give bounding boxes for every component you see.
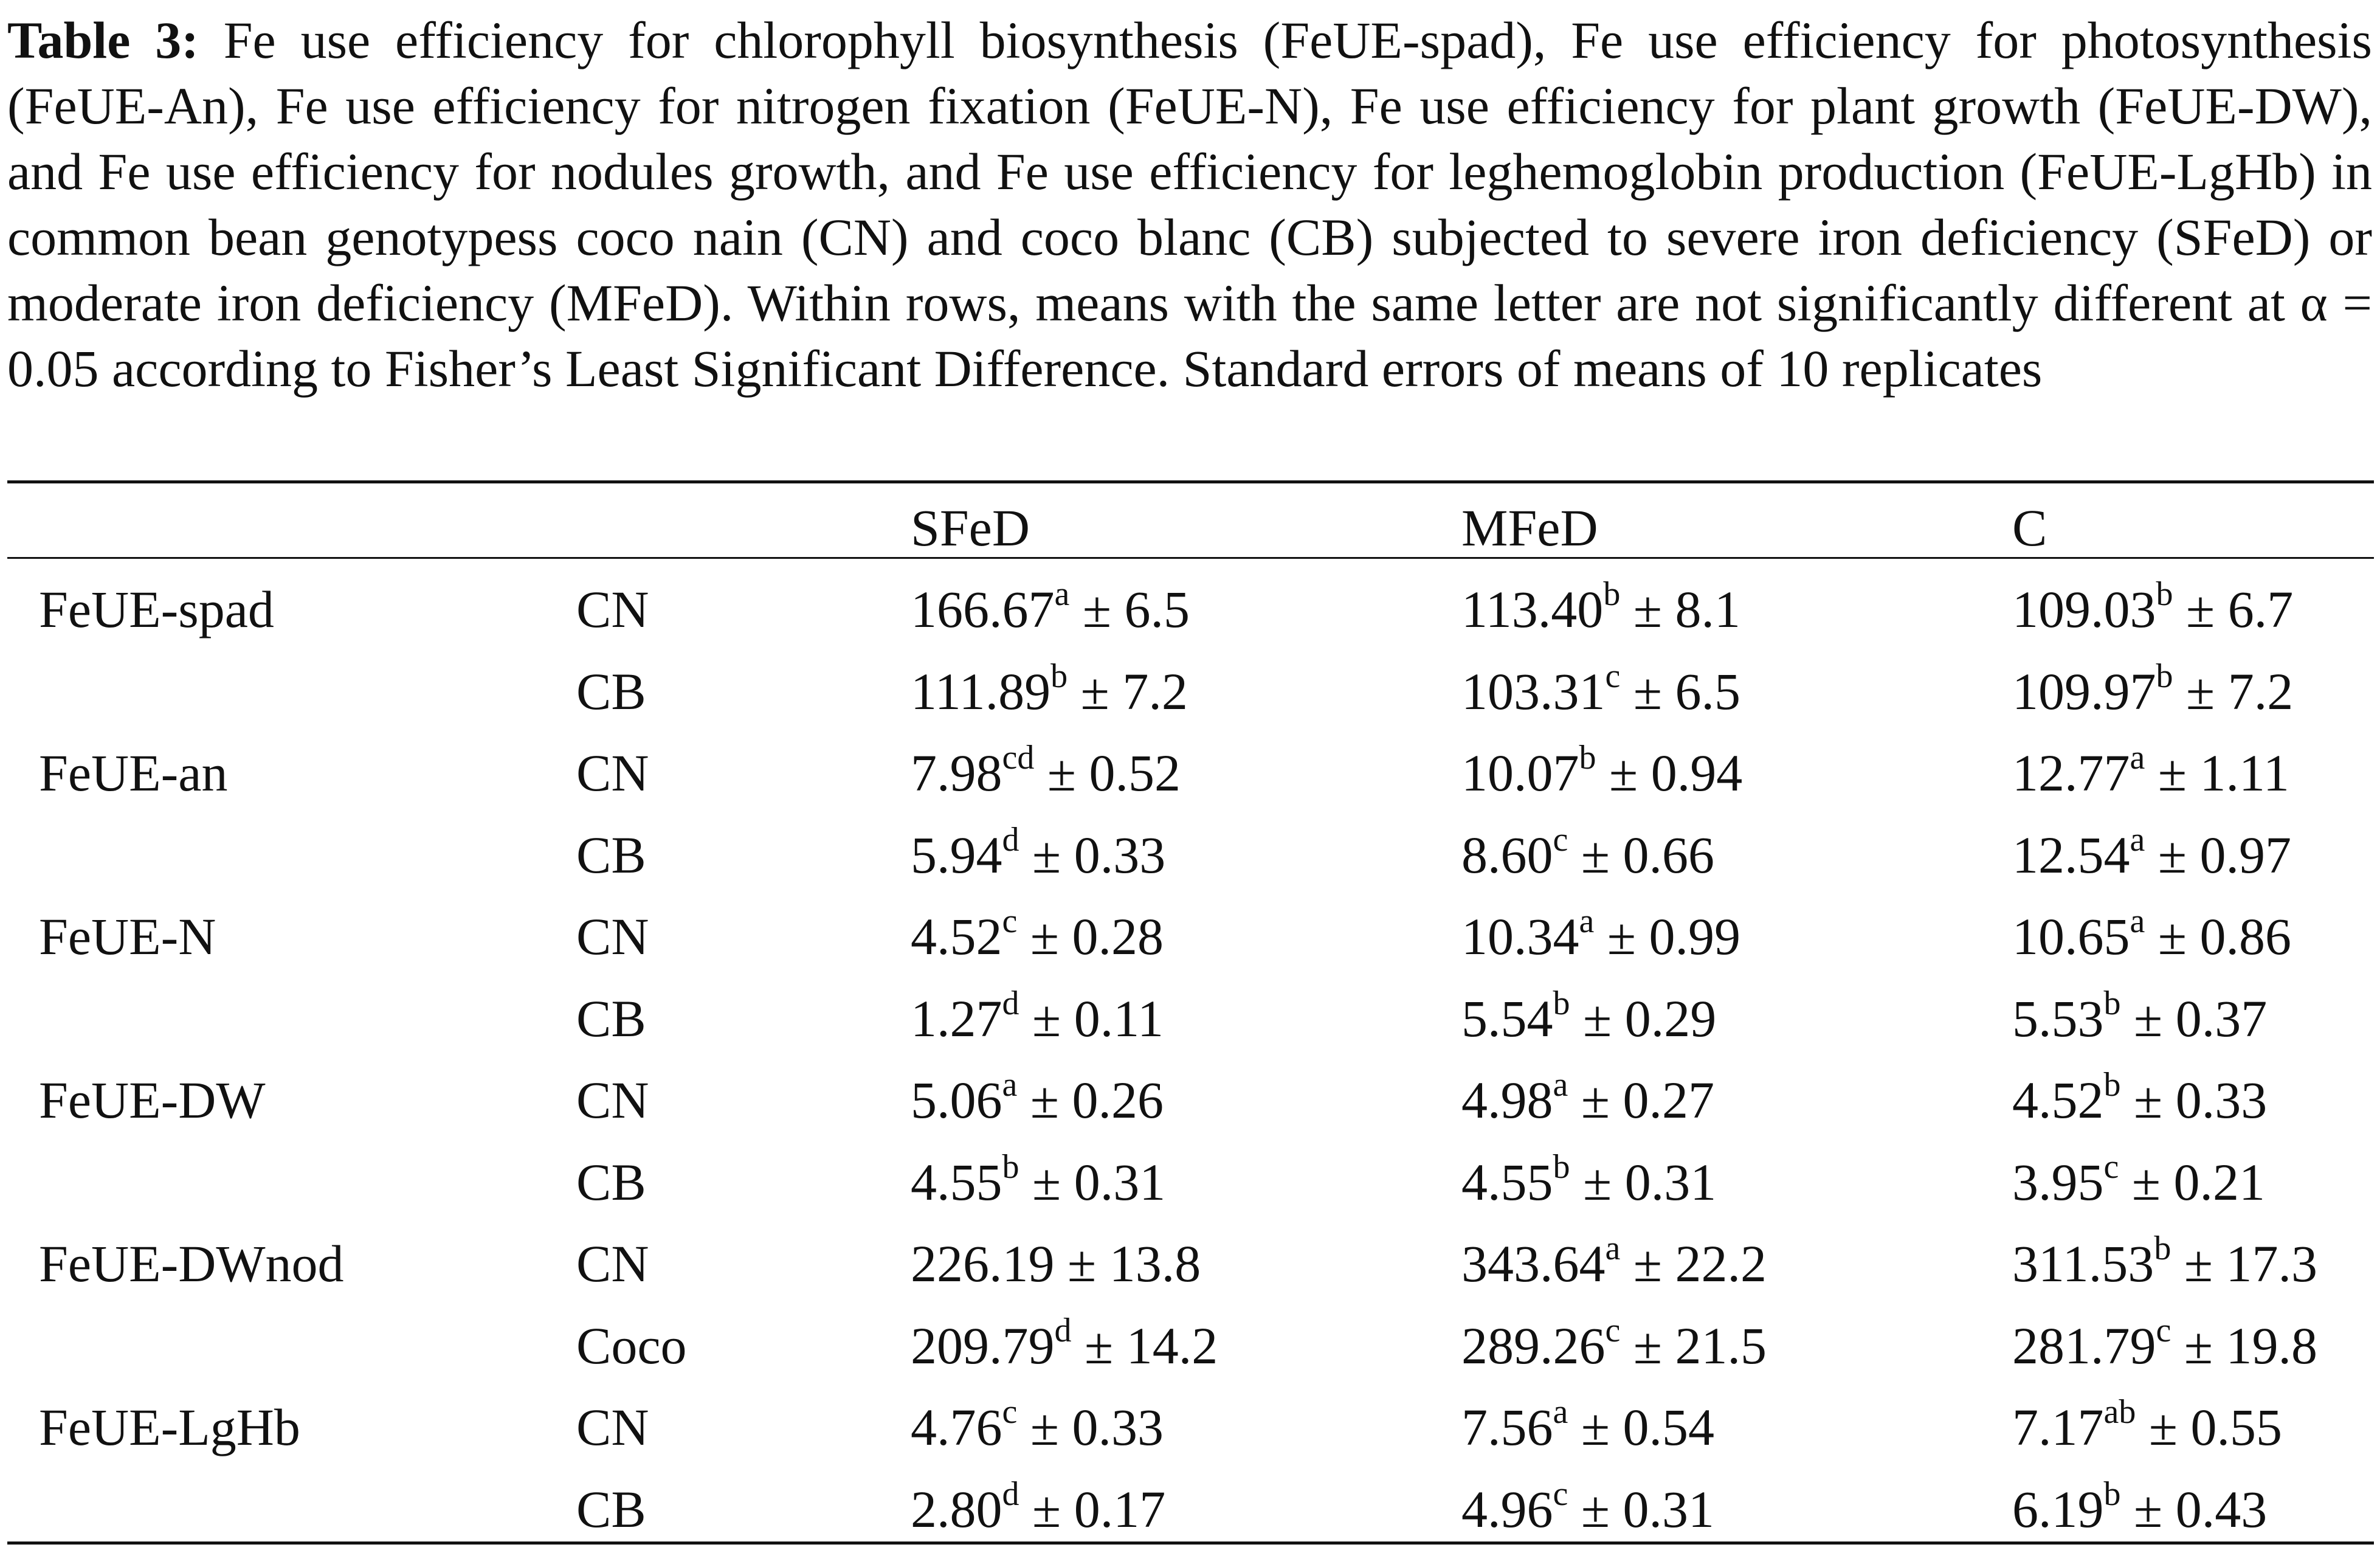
genotype-label: CN (576, 580, 649, 638)
table-cell (2012, 575, 2294, 640)
table-cell (1461, 1148, 1717, 1213)
cell-standard-error: ± 0.29 (1570, 989, 1717, 1048)
genotype-label: CB (576, 989, 646, 1048)
significance-letter: a (2130, 902, 2145, 941)
cell-mean: 4.55 (911, 1153, 1002, 1211)
cell-standard-error: ± 0.94 (1596, 744, 1743, 802)
cell-mean: 5.06 (911, 1071, 1002, 1129)
significance-letter: c (1002, 902, 1018, 941)
cell-standard-error: ± 0.26 (1017, 1071, 1164, 1129)
cell-mean: 5.94 (911, 826, 1002, 884)
cell-mean: 7.17 (2012, 1398, 2104, 1456)
variable-label: FeUE-DW (39, 1071, 266, 1129)
genotype-label: Coco (576, 1316, 687, 1375)
significance-letter: a (1579, 902, 1595, 941)
table-cell (1461, 575, 1741, 640)
significance-letter: cd (1002, 739, 1035, 777)
genotype-label: CN (576, 744, 649, 802)
cell-mean: 113.40 (1461, 580, 1604, 638)
cell-standard-error: ± 0.31 (1568, 1480, 1715, 1538)
cell-standard-error: ± 0.33 (1019, 826, 1166, 884)
cell-standard-error: ± 0.37 (2120, 989, 2268, 1048)
genotype-label: CN (576, 907, 649, 966)
cell-standard-error: ± 0.99 (1594, 907, 1741, 966)
cell-mean: 109.03 (2012, 580, 2156, 638)
significance-letter: a (1605, 1230, 1621, 1268)
variable-label: FeUE-LgHb (39, 1398, 300, 1456)
cell-mean: 281.79 (2012, 1316, 2156, 1375)
significance-letter: b (2103, 1475, 2121, 1514)
cell-standard-error: ± 0.21 (2119, 1153, 2266, 1211)
significance-letter: c (1605, 1312, 1621, 1350)
significance-letter: a (2130, 821, 2145, 859)
cell-mean: 311.53 (2012, 1234, 2154, 1293)
table-cell (1461, 1393, 1715, 1458)
table-cell (911, 657, 1188, 722)
table-cell (2012, 1475, 2268, 1540)
genotype-label: CB (576, 826, 646, 884)
significance-letter: b (2103, 984, 2121, 1023)
cell-standard-error: ± 6.5 (1069, 580, 1190, 638)
cell-mean: 4.55 (1461, 1153, 1553, 1211)
table-bottom-rule (7, 1541, 2374, 1545)
cell-mean: 226.19 (911, 1234, 1055, 1293)
genotype-label: CN (576, 1234, 649, 1293)
cell-mean: 111.89 (911, 662, 1051, 721)
significance-letter: b (1050, 657, 1068, 696)
table-cell (1461, 984, 1717, 1049)
cell-mean: 166.67 (911, 580, 1055, 638)
cell-mean: 1.27 (911, 989, 1002, 1048)
cell-mean: 6.19 (2012, 1480, 2104, 1538)
cell-standard-error: ± 19.8 (2171, 1316, 2318, 1375)
cell-standard-error: ± 8.1 (1620, 580, 1741, 638)
cell-mean: 4.52 (911, 907, 1002, 966)
cell-mean: 5.53 (2012, 989, 2104, 1048)
significance-letter: a (1054, 575, 1070, 614)
cell-standard-error: ± 21.5 (1620, 1316, 1767, 1375)
table-cell (911, 902, 1164, 967)
significance-letter: a (1553, 1066, 1568, 1104)
cell-standard-error: ± 22.2 (1620, 1234, 1767, 1293)
significance-letter: ab (2103, 1393, 2136, 1431)
table-cell (2012, 902, 2292, 967)
cell-standard-error: ± 0.43 (2120, 1480, 2268, 1538)
table-cell (1461, 1230, 1767, 1294)
cell-standard-error: ± 0.54 (1568, 1398, 1715, 1456)
genotype-label: CB (576, 1153, 646, 1211)
table-cell (911, 1312, 1218, 1376)
cell-standard-error: ± 0.66 (1568, 826, 1715, 884)
cell-mean: 4.52 (2012, 1071, 2104, 1129)
cell-mean: 4.98 (1461, 1071, 1553, 1129)
cell-standard-error: ± 0.27 (1568, 1071, 1715, 1129)
cell-standard-error: ± 13.8 (1054, 1234, 1201, 1293)
cell-standard-error: ± 17.3 (2171, 1234, 2318, 1293)
genotype-label: CB (576, 662, 646, 721)
cell-standard-error: ± 0.86 (2145, 907, 2292, 966)
table-cell (2012, 1066, 2268, 1130)
genotype-label: CN (576, 1398, 649, 1456)
significance-letter: c (2103, 1148, 2119, 1186)
cell-mean: 209.79 (911, 1316, 1055, 1375)
cell-standard-error: ± 1.11 (2145, 744, 2289, 802)
significance-letter: d (1002, 821, 1019, 859)
table-cell (1461, 1475, 1715, 1540)
column-header-mfed: MFeD (1461, 499, 1598, 557)
table-cell (1461, 1066, 1715, 1130)
table-cell (2012, 1393, 2283, 1458)
genotype-label: CN (576, 1071, 649, 1129)
cell-mean: 8.60 (1461, 826, 1553, 884)
cell-mean: 2.80 (911, 1480, 1002, 1538)
significance-letter: c (1553, 821, 1568, 859)
table-caption (7, 7, 2372, 401)
significance-letter: c (1002, 1393, 1018, 1431)
significance-letter: b (2156, 575, 2173, 614)
variable-label: FeUE-spad (39, 580, 274, 638)
significance-letter: a (1002, 1066, 1018, 1104)
table-cell (911, 821, 1166, 885)
significance-letter: a (2130, 739, 2145, 777)
cell-standard-error: ± 0.33 (2120, 1071, 2268, 1129)
cell-standard-error: ± 7.2 (1068, 662, 1188, 721)
cell-mean: 10.07 (1461, 744, 1579, 802)
table-cell (911, 1393, 1164, 1458)
table-cell (911, 575, 1190, 640)
table-cell (1461, 657, 1741, 722)
cell-mean: 10.65 (2012, 907, 2130, 966)
significance-letter: d (1002, 1475, 1019, 1514)
cell-standard-error: ± 0.97 (2145, 826, 2292, 884)
table-cell (911, 1475, 1166, 1540)
cell-standard-error: ± 0.31 (1019, 1153, 1166, 1211)
column-header-c: C (2012, 499, 2047, 557)
table-cell (911, 1233, 1201, 1294)
table-cell (1461, 821, 1715, 885)
significance-letter: c (2156, 1312, 2171, 1350)
significance-letter: c (1605, 657, 1621, 696)
table-cell (2012, 657, 2294, 722)
cell-mean: 109.97 (2012, 662, 2156, 721)
genotype-label: CB (576, 1480, 646, 1538)
table-cell (911, 1148, 1166, 1213)
variable-label: FeUE-DWnod (39, 1234, 344, 1293)
significance-letter: b (1553, 984, 1570, 1023)
table-cell (911, 984, 1164, 1049)
table-cell (2012, 739, 2289, 803)
cell-mean: 10.34 (1461, 907, 1579, 966)
cell-mean: 12.77 (2012, 744, 2130, 802)
significance-letter: b (2103, 1066, 2121, 1104)
table-cell (2012, 821, 2292, 885)
table-cell (911, 1066, 1164, 1130)
caption-text: Fe use efficiency for chlorophyll biosynthesis (FeUE-spad), Fe use efficiency for photosynthesis (FeUE-An), Fe use efficiency for nitrogen fixation (FeUE-N), Fe use efficiency for plant growth (FeUE-DW), and Fe use efficiency for nodules growth, and Fe use efficiency for leghemoglobin production (FeUE-LgHb) in common bean genotypess coco nain (CN) and coco blanc (CB) subjected to severe iron deficiency (SFeD) or moderate iron deficiency (MFeD). Within rows, means with the same letter are not significantly different at α = 0.05 according to Fisher’s Least Significant Difference. Standard errors of means of 10 replicates (7, 11, 2372, 398)
table-cell (1461, 902, 1741, 967)
cell-mean: 7.98 (911, 744, 1002, 802)
table-cell (911, 739, 1181, 803)
cell-standard-error: ± 0.28 (1017, 907, 1164, 966)
cell-standard-error: ± 0.17 (1019, 1480, 1166, 1538)
cell-standard-error: ± 14.2 (1071, 1316, 1218, 1375)
table-cell (1461, 1312, 1767, 1376)
significance-letter: b (1002, 1148, 1019, 1186)
table-cell (1461, 739, 1743, 803)
table-cell (2012, 1148, 2266, 1213)
cell-mean: 4.76 (911, 1398, 1002, 1456)
cell-standard-error: ± 6.7 (2173, 580, 2294, 638)
cell-standard-error: ± 0.11 (1019, 989, 1164, 1048)
cell-standard-error: ± 6.5 (1620, 662, 1741, 721)
significance-letter: b (1553, 1148, 1570, 1186)
column-header-sfed: SFeD (911, 499, 1030, 557)
significance-letter: b (2154, 1230, 2171, 1268)
significance-letter: b (2156, 657, 2173, 696)
significance-letter: b (1603, 575, 1621, 614)
significance-letter: b (1579, 739, 1596, 777)
cell-standard-error: ± 0.55 (2136, 1398, 2283, 1456)
significance-letter: c (1553, 1475, 1568, 1514)
table-cell (2012, 1230, 2318, 1294)
significance-letter: d (1054, 1312, 1072, 1350)
cell-mean: 3.95 (2012, 1153, 2104, 1211)
cell-mean: 7.56 (1461, 1398, 1553, 1456)
significance-letter: d (1002, 984, 1019, 1023)
cell-mean: 343.64 (1461, 1234, 1606, 1293)
table-header-rule (7, 557, 2374, 559)
variable-label: FeUE-an (39, 744, 228, 802)
significance-letter: a (1553, 1393, 1568, 1431)
cell-standard-error: ± 0.31 (1570, 1153, 1717, 1211)
variable-label: FeUE-N (39, 907, 216, 966)
table-cell (2012, 1312, 2318, 1376)
cell-standard-error: ± 0.33 (1017, 1398, 1164, 1456)
table-top-rule (7, 480, 2374, 483)
table-cell (2012, 984, 2268, 1049)
cell-mean: 12.54 (2012, 826, 2130, 884)
cell-mean: 4.96 (1461, 1480, 1553, 1538)
cell-mean: 289.26 (1461, 1316, 1606, 1375)
cell-standard-error: ± 7.2 (2173, 662, 2294, 721)
cell-standard-error: ± 0.52 (1034, 744, 1181, 802)
table-label: Table 3: (7, 11, 199, 69)
cell-mean: 5.54 (1461, 989, 1553, 1048)
cell-mean: 103.31 (1461, 662, 1606, 721)
